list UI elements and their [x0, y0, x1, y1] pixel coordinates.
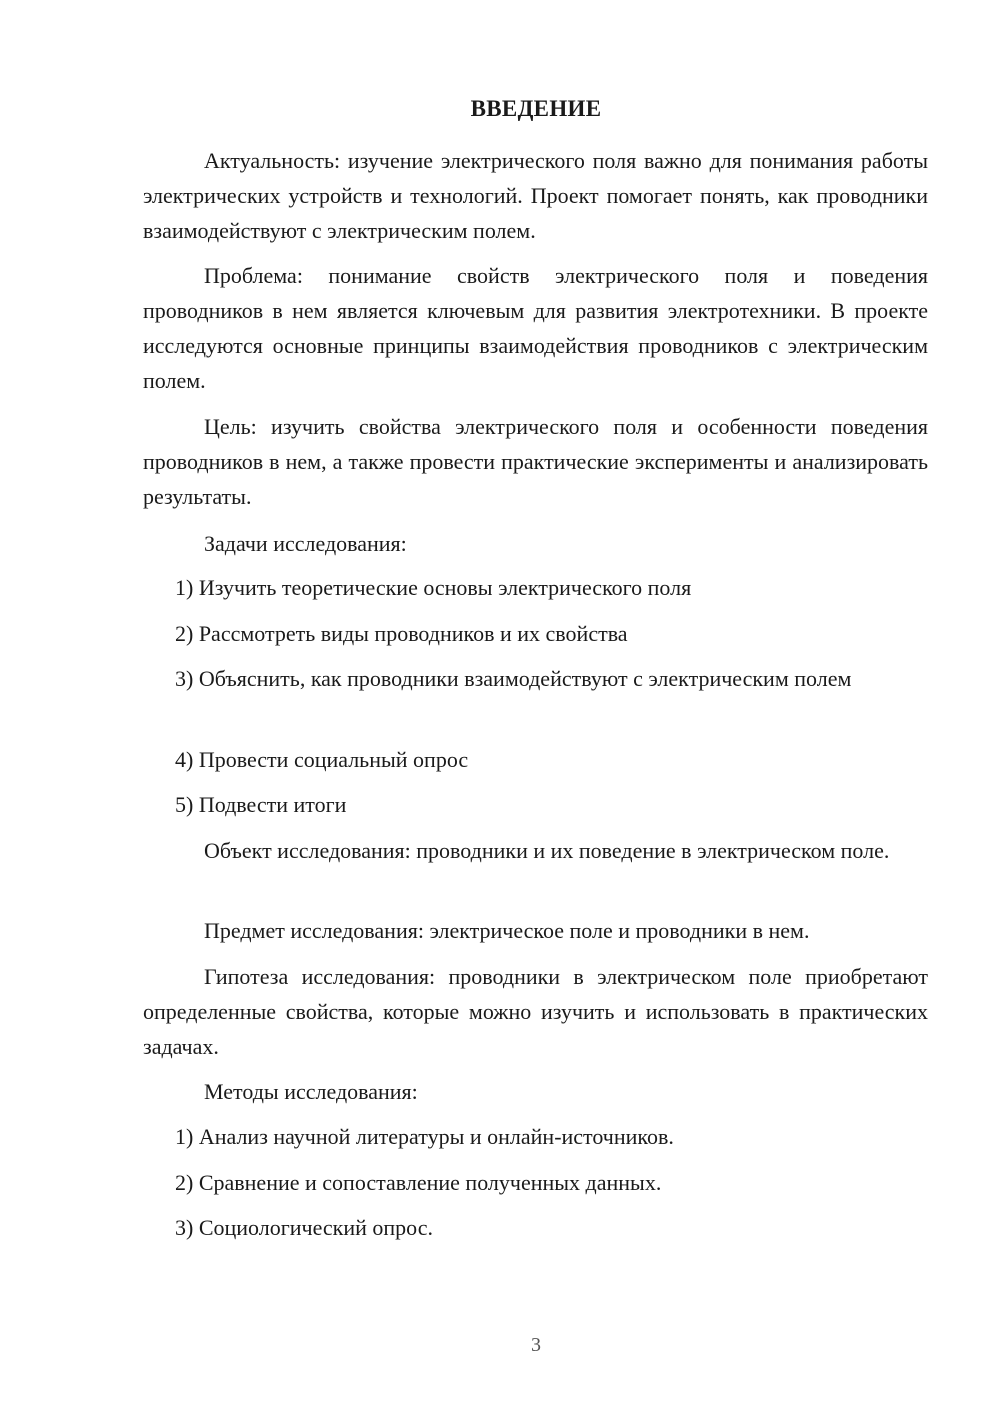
- task-item: 3) Объяснить, как проводники взаимодействуют с электрическим полем: [175, 666, 852, 691]
- method-item: 1) Анализ научной литературы и онлайн-источников.: [175, 1124, 674, 1149]
- page-number: 3: [531, 1334, 541, 1356]
- goal-paragraph: Цель: изучить свойства электрического поля и особенности поведения проводников в нем, а также провести практические эксперименты и анализировать результаты.: [143, 414, 928, 509]
- object-paragraph: Объект исследования: проводники и их поведение в электрическом поле.: [204, 838, 890, 863]
- hypothesis-paragraph: Гипотеза исследования: проводники в электрическом поле приобретают определенные свойства, которые можно изучить и использовать в практических задачах.: [143, 964, 928, 1059]
- method-item: 3) Социологический опрос.: [175, 1215, 433, 1240]
- task-item: 2) Рассмотреть виды проводников и их свойства: [175, 621, 628, 646]
- problem-paragraph: Проблема: понимание свойств электрического поля и поведения проводников в нем является ключевым для развития электротехники. В проекте исследуются основные принципы взаимодействия проводников с электрическим полем.: [143, 263, 928, 393]
- page-title: ВВЕДЕНИЕ: [470, 96, 602, 121]
- task-item: 1) Изучить теоретические основы электрического поля: [175, 575, 692, 600]
- relevance-paragraph: Актуальность: изучение электрического поля важно для понимания работы электрических устройств и технологий. Проект помогает понять, как проводники взаимодействуют с электрическим полем.: [143, 148, 928, 243]
- task-item: 5) Подвести итоги: [175, 792, 347, 817]
- methods-title: Методы исследования:: [204, 1079, 418, 1104]
- task-item: 4) Провести социальный опрос: [175, 747, 469, 772]
- subject-paragraph: Предмет исследования: электрическое поле и проводники в нем.: [204, 918, 810, 943]
- tasks-title: Задачи исследования:: [204, 531, 407, 556]
- method-item: 2) Сравнение и сопоставление полученных данных.: [175, 1170, 662, 1195]
